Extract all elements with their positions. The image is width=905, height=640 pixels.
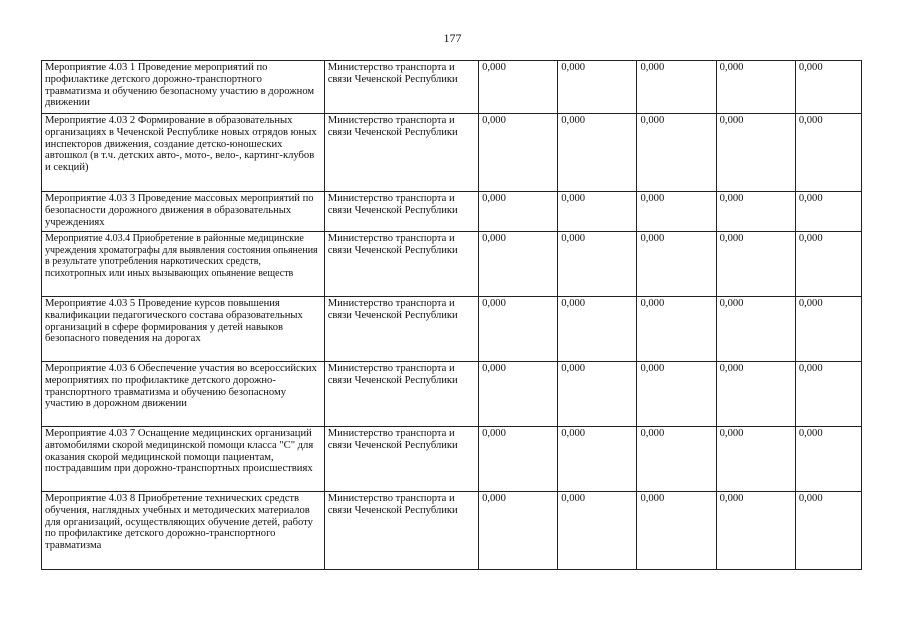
program-table <box>41 60 862 570</box>
value-cell: 0,000 <box>795 427 861 492</box>
value-cell: 0,000 <box>558 362 637 427</box>
value-cell: 0,000 <box>795 192 861 232</box>
value-cell: 0,000 <box>716 297 795 362</box>
value-cell: 0,000 <box>558 297 637 362</box>
value-cell: 0,000 <box>558 492 637 570</box>
activity-name-cell: Мероприятие 4.03 7 Оснащение медицинских организаций автомобилями скорой медицинской помощи класса "С" для оказания скорой медицинской помощи пациентам, пострадавшим при дорожно-транспортных происшествиях <box>42 427 325 492</box>
executor-cell: Министерство транспорта и связи Чеченской Республики <box>324 61 478 114</box>
table-row <box>42 297 862 362</box>
activity-name-cell: Мероприятие 4.03 2 Формирование в образовательных организациях в Чеченской Республике новых отрядов юных инспекторов движения, создание детско-юношеских автошкол (в т.ч. детских авто-, мото-, вело-, картинг-клубов и секций) <box>42 114 325 192</box>
value-cell: 0,000 <box>637 61 716 114</box>
value-cell: 0,000 <box>479 297 558 362</box>
activity-name-cell: Мероприятие 4.03.4 Приобретение в районные медицинские учреждения хроматографы для выявления состояния опьянения в результате употребления наркотических средств, психотропных или иных вызывающих опьянение веществ <box>42 232 325 297</box>
table-row <box>42 427 862 492</box>
value-cell: 0,000 <box>795 61 861 114</box>
table-row <box>42 114 862 192</box>
value-cell: 0,000 <box>637 427 716 492</box>
page-number: 177 <box>443 31 462 45</box>
value-cell: 0,000 <box>795 362 861 427</box>
value-cell: 0,000 <box>637 192 716 232</box>
table-row <box>42 61 862 114</box>
program-table-body <box>42 61 862 570</box>
value-cell: 0,000 <box>558 114 637 192</box>
table-row <box>42 232 862 297</box>
value-cell: 0,000 <box>479 192 558 232</box>
value-cell: 0,000 <box>479 232 558 297</box>
value-cell: 0,000 <box>637 362 716 427</box>
value-cell: 0,000 <box>479 362 558 427</box>
executor-cell: Министерство транспорта и связи Чеченской Республики <box>324 362 478 427</box>
value-cell: 0,000 <box>716 114 795 192</box>
value-cell: 0,000 <box>795 297 861 362</box>
executor-cell: Министерство транспорта и связи Чеченской Республики <box>324 427 478 492</box>
value-cell: 0,000 <box>716 492 795 570</box>
table-row <box>42 192 862 232</box>
value-cell: 0,000 <box>795 114 861 192</box>
value-cell: 0,000 <box>716 192 795 232</box>
value-cell: 0,000 <box>479 492 558 570</box>
executor-cell: Министерство транспорта и связи Чеченской Республики <box>324 492 478 570</box>
executor-cell: Министерство транспорта и связи Чеченской Республики <box>324 297 478 362</box>
value-cell: 0,000 <box>479 114 558 192</box>
value-cell: 0,000 <box>637 297 716 362</box>
value-cell: 0,000 <box>479 427 558 492</box>
executor-cell: Министерство транспорта и связи Чеченской Республики <box>324 232 478 297</box>
value-cell: 0,000 <box>558 192 637 232</box>
value-cell: 0,000 <box>637 232 716 297</box>
executor-cell: Министерство транспорта и связи Чеченской Республики <box>324 192 478 232</box>
value-cell: 0,000 <box>479 61 558 114</box>
executor-cell: Министерство транспорта и связи Чеченской Республики <box>324 114 478 192</box>
value-cell: 0,000 <box>637 114 716 192</box>
activity-name-cell: Мероприятие 4.03 8 Приобретение технических средств обучения, наглядных учебных и методических материалов для организаций, осуществляющих обучение детей, работу по профилактике детского дорожно-транспортного травматизма <box>42 492 325 570</box>
value-cell: 0,000 <box>558 232 637 297</box>
value-cell: 0,000 <box>558 61 637 114</box>
value-cell: 0,000 <box>637 492 716 570</box>
activity-name-cell: Мероприятие 4.03 6 Обеспечение участия во всероссийских мероприятиях по профилактике детского дорожно-транспортного травматизма и обучению безопасному участию в дорожном движении <box>42 362 325 427</box>
value-cell: 0,000 <box>716 232 795 297</box>
value-cell: 0,000 <box>558 427 637 492</box>
activity-name-cell: Мероприятие 4.03 5 Проведение курсов повышения квалификации педагогического состава образовательных организаций в сфере формирования у детей навыков безопасного поведения на дорогах <box>42 297 325 362</box>
value-cell: 0,000 <box>716 427 795 492</box>
table-row <box>42 362 862 427</box>
value-cell: 0,000 <box>716 61 795 114</box>
table-row <box>42 492 862 570</box>
value-cell: 0,000 <box>716 362 795 427</box>
value-cell: 0,000 <box>795 492 861 570</box>
activity-name-cell: Мероприятие 4.03 3 Проведение массовых мероприятий по безопасности дорожного движения в образовательных учреждениях <box>42 192 325 232</box>
value-cell: 0,000 <box>795 232 861 297</box>
activity-name-cell: Мероприятие 4.03 1 Проведение мероприятий по профилактике детского дорожно-транспортного травматизма и обучению безопасному участию в дорожном движении <box>42 61 325 114</box>
